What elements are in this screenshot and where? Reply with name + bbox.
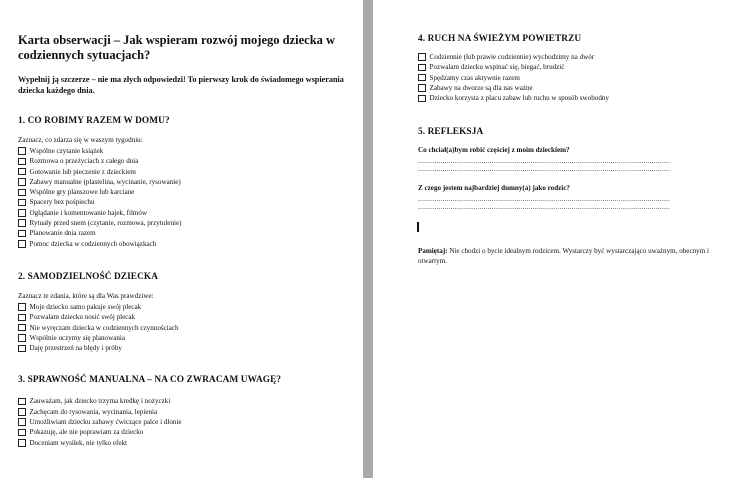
checkbox-icon[interactable] [418,74,426,82]
document-title: Karta obserwacji – Jak wspieram rozwój mojego dziecka w codziennych sytuacjach? [18,33,336,62]
text-cursor [417,222,419,232]
reminder-note [418,246,718,266]
checkbox-icon[interactable] [18,199,26,207]
checklist-item[interactable]: Pomoc dziecka w codziennych obowiązkach [18,239,349,249]
checklist-item[interactable]: Gotowanie lub pieczenie z dzieckiem [18,167,349,177]
checklist-item[interactable]: Spędzamy czas aktywnie razem [418,73,730,83]
checkbox-icon[interactable] [18,429,26,437]
reflection-question-1 [418,145,730,173]
checklist-item[interactable]: Dziecko korzysta z placu zabaw lub ruchu w sposób swobodny [418,93,730,103]
question-text: Co chciał(a)bym robić częściej z moim dzieckiem? [418,146,570,155]
checklist-item[interactable]: Oglądanie i komentowanie bajek, filmów [18,208,349,218]
question-text: Z czego jestem najbardziej dumny(a) jako rodzic? [418,184,570,193]
checklist-item[interactable]: Planowanie dnia razem [18,228,349,238]
checkbox-icon[interactable] [18,219,26,227]
checklist-item[interactable]: Pozwalam dziecku nosić swój plecak [18,312,349,322]
section-child-independence [18,272,349,353]
checkbox-icon[interactable] [18,209,26,217]
checkbox-icon[interactable] [18,147,26,155]
checklist-item[interactable]: Zachęcam do rysowania, wycinania, lepienia [18,407,349,417]
checkbox-icon[interactable] [18,240,26,248]
section-heading: 1. CO ROBIMY RAZEM W DOMU? [18,116,170,126]
checkbox-icon[interactable] [18,408,26,416]
checkbox-icon[interactable] [18,398,26,406]
checkbox-icon[interactable] [18,345,26,353]
checkbox-icon[interactable] [18,324,26,332]
checklist [18,302,349,353]
checklist-item[interactable]: Pozwalam dziecku wspinać się, biegać, brudzić [418,62,730,72]
checklist [18,396,349,447]
section-lead: Zaznacz te zdania, które są dla Was prawdziwe: [18,291,154,300]
answer-line[interactable]: ........................................................................................................................... [418,157,671,166]
note-text: Nie chodzi o bycie idealnym rodzicem. Wystarczy być wystarczająco uważnym, obecnym i otwartym. [418,247,709,266]
checklist-item[interactable]: Codziennie (lub prawie codziennie) wychodzimy na dwór [418,52,730,62]
reflection-question-2 [418,183,730,211]
checklist-item[interactable]: Daję przestrzeń na błędy i próby [18,343,349,353]
checkbox-icon[interactable] [418,84,426,92]
checkbox-icon[interactable] [418,53,426,61]
checkbox-icon[interactable] [18,439,26,447]
section-heading: 5. REFLEKSJA [418,127,484,138]
section-manual-skills [18,375,349,447]
answer-line[interactable]: ........................................................................................................................... [418,195,671,204]
checklist-item[interactable]: Rytuały przed snem (czytanie, rozmowa, przytulenie) [18,218,349,228]
answer-line[interactable]: ........................................................................................................................... [418,165,671,174]
checklist-item[interactable]: Zabawy na dworze są dla nas ważne [418,83,730,93]
checklist-item[interactable]: Wspólne czytanie książek [18,146,349,156]
section-reflection [418,127,730,266]
section-lead: Zaznacz, co zdarza się w waszym tygodniu: [18,136,143,144]
checkbox-icon[interactable] [418,95,426,103]
checklist [418,52,730,103]
section-heading: 2. SAMODZIELNOŚĆ DZIECKA [18,271,159,282]
checklist-item[interactable]: Nie wyręczam dziecka w codziennych czynnościach [18,323,349,333]
checklist-item[interactable]: Doceniam wysiłek, nie tylko efekt [18,438,349,448]
checklist-item[interactable]: Umożliwiam dziecku zabawy ćwiczące palce i dłonie [18,417,349,427]
section-heading: 4. RUCH NA ŚWIEŻYM POWIETRZU [418,34,582,44]
checkbox-icon[interactable] [18,178,26,186]
checklist-item[interactable]: Zabawy manualne (plastelina, wycinanie, rysowanie) [18,177,349,187]
intro-text: Wypełnij ją szczerze – nie ma złych odpowiedzi! To pierwszy krok do świadomego wspierania dziecka każdego dnia. [18,75,344,95]
checkbox-icon[interactable] [18,168,26,176]
checklist-item[interactable]: Rozmowa o przeżyciach z całego dnia [18,156,349,166]
checkbox-icon[interactable] [18,314,26,322]
note-label: Pamiętaj: [418,247,448,256]
checklist-item[interactable]: Zauważam, jak dziecko trzyma kredkę i nożyczki [18,396,349,406]
checklist-item[interactable]: Pokazuję, ale nie poprawiam za dziecko [18,427,349,437]
checklist-item[interactable]: Wspólnie uczymy się planowania [18,333,349,343]
document-page-left[interactable] [0,0,363,478]
checklist-item[interactable]: Moje dziecko samo pakuje swój plecak [18,302,349,312]
section-outdoor-activity [418,34,730,103]
checkbox-icon[interactable] [18,303,26,311]
checkbox-icon[interactable] [18,189,26,197]
checkbox-icon[interactable] [18,334,26,342]
checkbox-icon[interactable] [418,64,426,72]
section-home-together [18,116,349,249]
checkbox-icon[interactable] [18,230,26,238]
checklist-item[interactable]: Wspólne gry planszowe lub karciane [18,187,349,197]
checklist [18,146,349,249]
section-heading: 3. SPRAWNOŚĆ MANUALNA – NA CO ZWRACAM UWAGĘ? [18,375,282,386]
checkbox-icon[interactable] [18,158,26,166]
checkbox-icon[interactable] [18,418,26,426]
document-page-right[interactable] [373,0,750,478]
answer-line[interactable]: ........................................................................................................................... [418,203,671,212]
checklist-item[interactable]: Spacery bez pośpiechu [18,197,349,207]
